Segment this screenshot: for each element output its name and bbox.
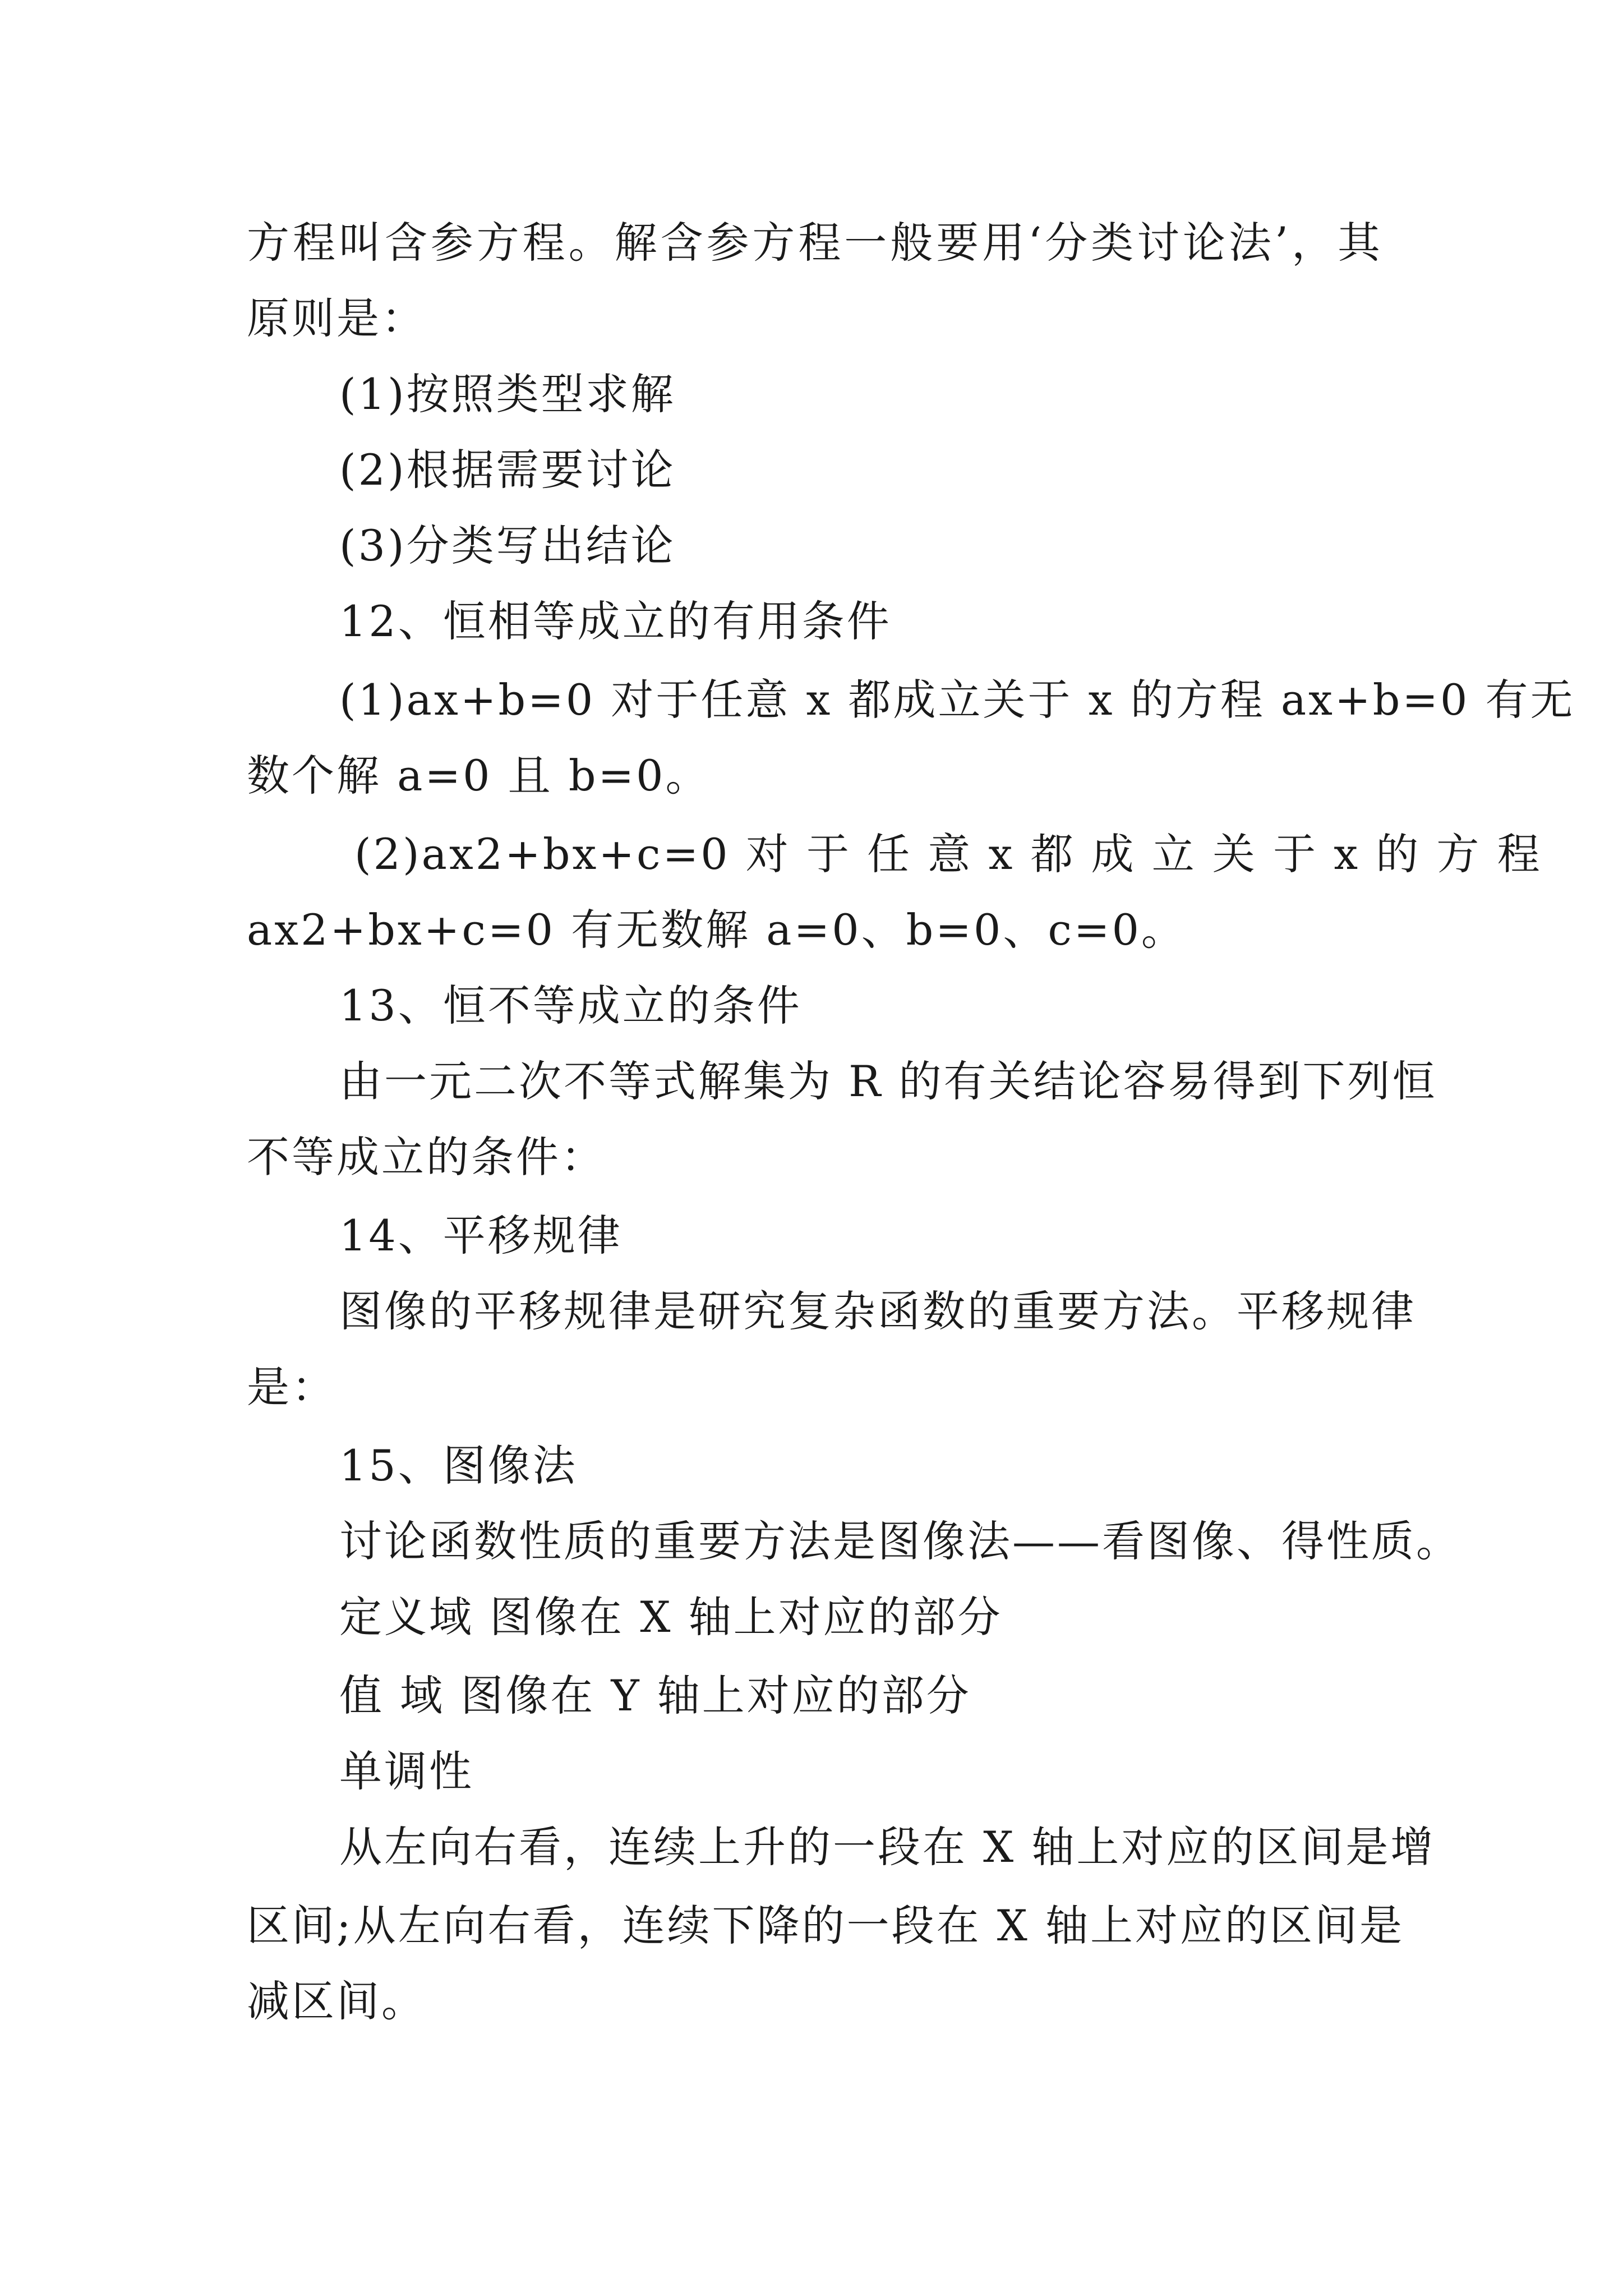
text-line: ax2+bx+c=0 有无数解 a=0、b=0、c=0。 [247,905,1186,955]
text-line: 不等成立的条件： [247,1132,606,1182]
list-item: (3)分类写出结论 [339,521,676,570]
section-heading: 13、恒不等成立的条件 [339,981,802,1030]
text-line: 单调性 [339,1746,474,1796]
text-line: 区间;从左向右看，连续下降的一段在 X 轴上对应的区间是 [247,1901,1405,1950]
text-line: 从左向右看，连续上升的一段在 X 轴上对应的区间是增 [339,1822,1436,1872]
text-line: 讨论函数性质的重要方法是图像法——看图像、得性质。 [339,1516,1461,1566]
list-item: (1)按照类型求解 [339,369,676,419]
text-line: 值 域 图像在 Y 轴上对应的部分 [339,1671,971,1720]
text-line: 方程叫含参方程。解含参方程一般要用‘分类讨论法’，其 [247,218,1382,268]
section-heading: 15、图像法 [339,1441,578,1490]
text-line: 原则是： [247,293,426,343]
section-heading: 14、平移规律 [339,1211,623,1260]
list-item: (2)根据需要讨论 [339,445,676,495]
text-line: (1)ax+b=0 对于任意 x 都成立关于 x 的方程 ax+b=0 有无 [339,675,1575,725]
text-line: 由一元二次不等式解集为 R 的有关结论容易得到下列恒 [339,1056,1437,1106]
text-line: 是： [247,1362,336,1412]
text-line: 减区间。 [247,1976,426,2026]
text-line: 定义域 图像在 X 轴上对应的部分 [339,1592,1003,1642]
text-line: (2)ax2+bx+c=0 对 于 任 意 x 都 成 立 关 于 x 的 方 程 [354,829,1542,879]
section-heading: 12、恒相等成立的有用条件 [339,596,892,646]
text-line: 数个解 a=0 且 b=0。 [247,751,711,800]
text-line: 图像的平移规律是研究复杂函数的重要方法。平移规律 [339,1286,1416,1336]
